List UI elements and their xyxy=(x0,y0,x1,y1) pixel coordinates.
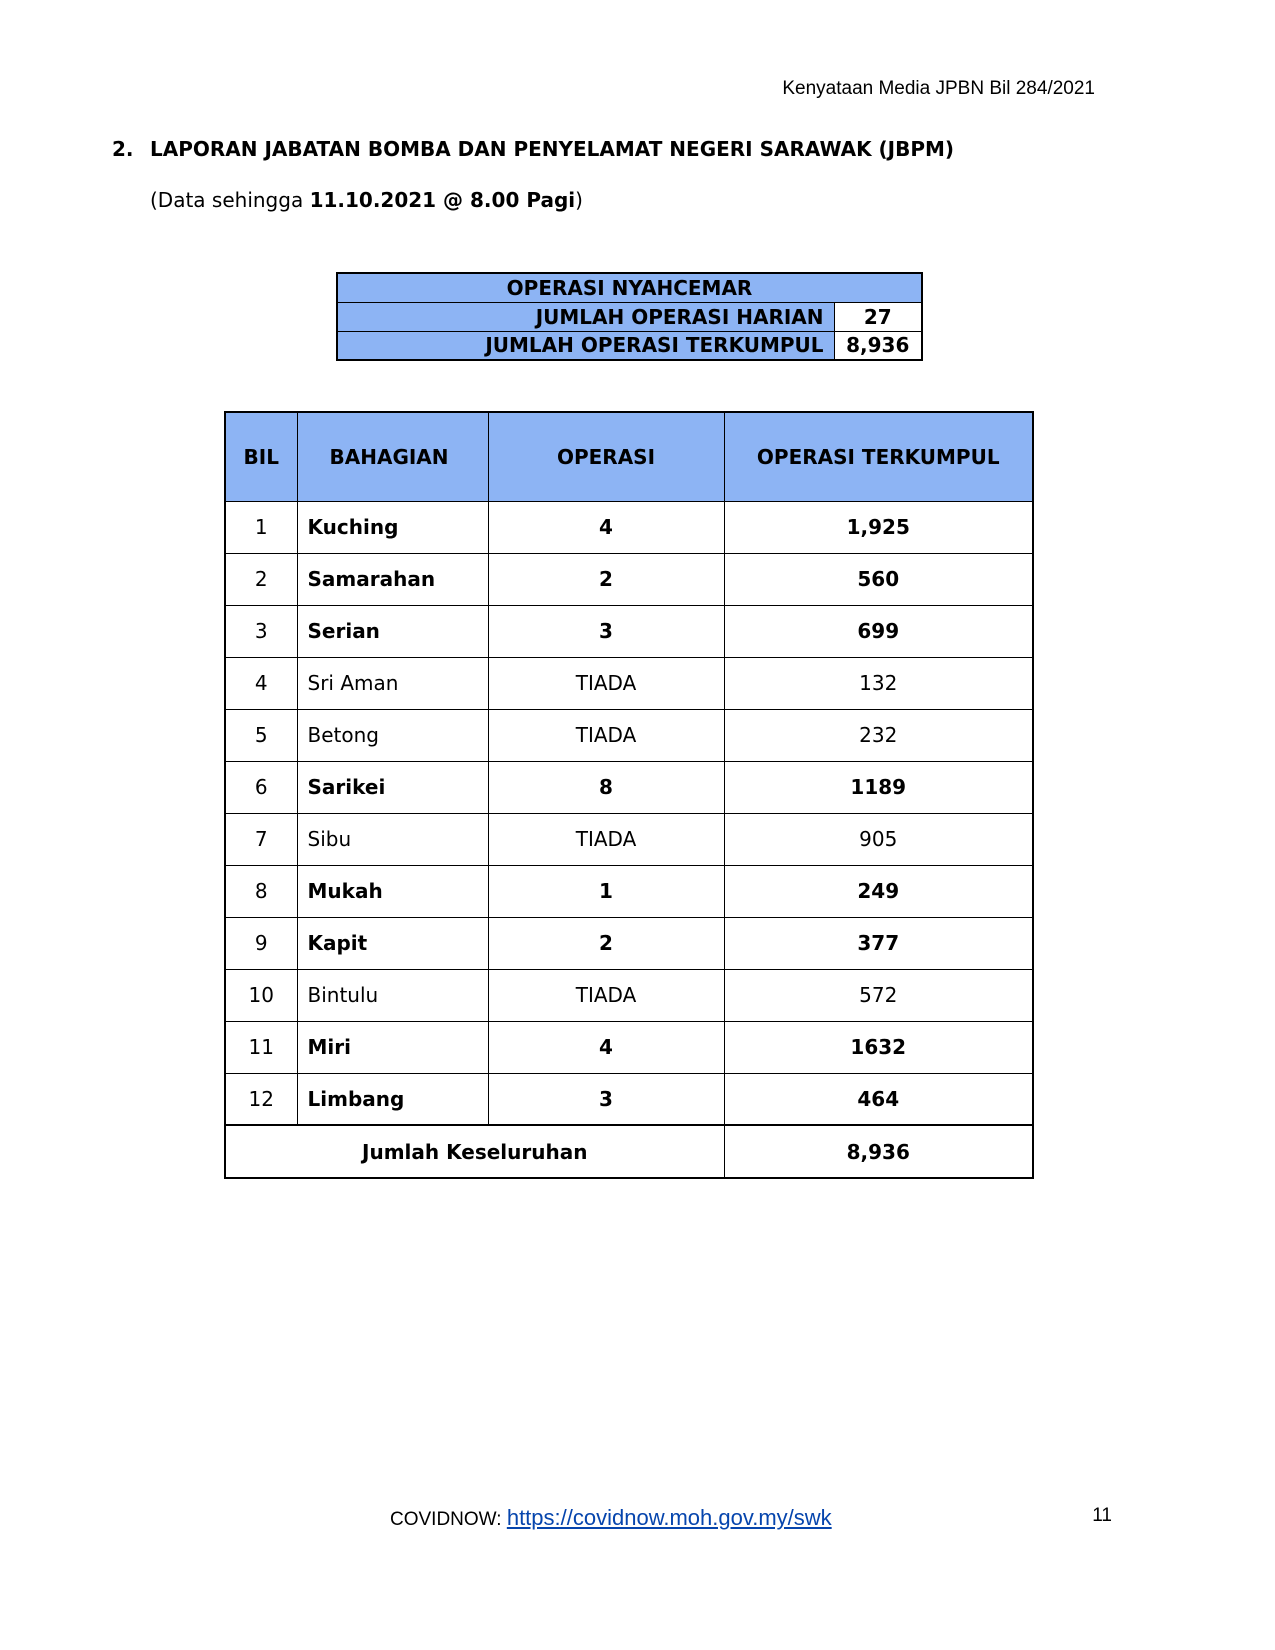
summary-title: OPERASI NYAHCEMAR xyxy=(337,273,922,302)
cell-bahagian: Betong xyxy=(297,709,488,761)
cell-terkumpul: 1,925 xyxy=(724,501,1033,553)
document-reference: Kenyataan Media JPBN Bil 284/2021 xyxy=(782,78,1095,99)
division-table xyxy=(224,411,1034,1179)
table-row xyxy=(225,917,1033,969)
cell-bil: 6 xyxy=(225,761,297,813)
summary-table xyxy=(336,272,923,361)
table-row xyxy=(225,657,1033,709)
cell-terkumpul: 560 xyxy=(724,553,1033,605)
cell-operasi: TIADA xyxy=(488,969,724,1021)
cell-operasi: TIADA xyxy=(488,709,724,761)
total-row xyxy=(225,1125,1033,1178)
cell-bahagian: Miri xyxy=(297,1021,488,1073)
section-heading xyxy=(112,137,954,161)
cell-operasi: 2 xyxy=(488,553,724,605)
cell-operasi: 3 xyxy=(488,1073,724,1125)
cell-terkumpul: 572 xyxy=(724,969,1033,1021)
cell-bil: 1 xyxy=(225,501,297,553)
summary-cumulative-value: 8,936 xyxy=(834,331,922,360)
cell-bil: 4 xyxy=(225,657,297,709)
header-bil: BIL xyxy=(225,412,297,501)
data-note-open: (Data sehingga xyxy=(150,188,310,212)
table-header-row xyxy=(225,412,1033,501)
table-row xyxy=(225,813,1033,865)
cell-terkumpul: 249 xyxy=(724,865,1033,917)
cell-operasi: TIADA xyxy=(488,813,724,865)
cell-bil: 10 xyxy=(225,969,297,1021)
header-operasi: OPERASI xyxy=(488,412,724,501)
header-bahagian: BAHAGIAN xyxy=(297,412,488,501)
section-number: 2. xyxy=(112,137,134,161)
table-row xyxy=(225,969,1033,1021)
footer-label: COVIDNOW: xyxy=(390,1509,507,1530)
footer xyxy=(390,1505,832,1531)
summary-daily-row xyxy=(337,302,922,331)
cell-bil: 5 xyxy=(225,709,297,761)
total-label: Jumlah Keseluruhan xyxy=(225,1125,724,1178)
cell-terkumpul: 1632 xyxy=(724,1021,1033,1073)
cell-operasi: TIADA xyxy=(488,657,724,709)
cell-bahagian: Mukah xyxy=(297,865,488,917)
cell-operasi: 4 xyxy=(488,501,724,553)
data-note-date: 11.10.2021 @ 8.00 Pagi xyxy=(309,188,576,212)
table-row xyxy=(225,1073,1033,1125)
cell-operasi: 2 xyxy=(488,917,724,969)
table-row xyxy=(225,709,1033,761)
summary-title-row xyxy=(337,273,922,302)
cell-terkumpul: 132 xyxy=(724,657,1033,709)
cell-bil: 2 xyxy=(225,553,297,605)
summary-cumulative-row xyxy=(337,331,922,360)
section-title: LAPORAN JABATAN BOMBA DAN PENYELAMAT NEGERI SARAWAK (JBPM) xyxy=(150,137,955,161)
cell-bahagian: Kuching xyxy=(297,501,488,553)
covidnow-link[interactable]: https://covidnow.moh.gov.my/swk xyxy=(506,1505,832,1530)
summary-daily-value: 27 xyxy=(834,302,922,331)
cell-bahagian: Sarikei xyxy=(297,761,488,813)
cell-operasi: 8 xyxy=(488,761,724,813)
cell-bahagian: Kapit xyxy=(297,917,488,969)
table-row xyxy=(225,605,1033,657)
table-row xyxy=(225,761,1033,813)
cell-terkumpul: 377 xyxy=(724,917,1033,969)
table-row xyxy=(225,553,1033,605)
cell-bahagian: Sibu xyxy=(297,813,488,865)
page-number: 11 xyxy=(1092,1505,1112,1526)
total-value: 8,936 xyxy=(724,1125,1033,1178)
cell-operasi: 1 xyxy=(488,865,724,917)
cell-operasi: 4 xyxy=(488,1021,724,1073)
data-as-of-note xyxy=(150,188,583,212)
cell-bil: 11 xyxy=(225,1021,297,1073)
cell-bil: 8 xyxy=(225,865,297,917)
cell-bahagian: Limbang xyxy=(297,1073,488,1125)
table-row xyxy=(225,501,1033,553)
data-note-close: ) xyxy=(575,188,583,212)
summary-daily-label: JUMLAH OPERASI HARIAN xyxy=(337,302,834,331)
table-row xyxy=(225,865,1033,917)
summary-cumulative-label: JUMLAH OPERASI TERKUMPUL xyxy=(337,331,834,360)
cell-operasi: 3 xyxy=(488,605,724,657)
cell-bahagian: Sri Aman xyxy=(297,657,488,709)
cell-bil: 7 xyxy=(225,813,297,865)
cell-bahagian: Bintulu xyxy=(297,969,488,1021)
cell-bil: 12 xyxy=(225,1073,297,1125)
header-terkumpul: OPERASI TERKUMPUL xyxy=(724,412,1033,501)
table-row xyxy=(225,1021,1033,1073)
cell-terkumpul: 905 xyxy=(724,813,1033,865)
cell-bil: 3 xyxy=(225,605,297,657)
cell-terkumpul: 464 xyxy=(724,1073,1033,1125)
cell-bahagian: Samarahan xyxy=(297,553,488,605)
cell-terkumpul: 699 xyxy=(724,605,1033,657)
cell-bil: 9 xyxy=(225,917,297,969)
cell-terkumpul: 1189 xyxy=(724,761,1033,813)
cell-bahagian: Serian xyxy=(297,605,488,657)
cell-terkumpul: 232 xyxy=(724,709,1033,761)
